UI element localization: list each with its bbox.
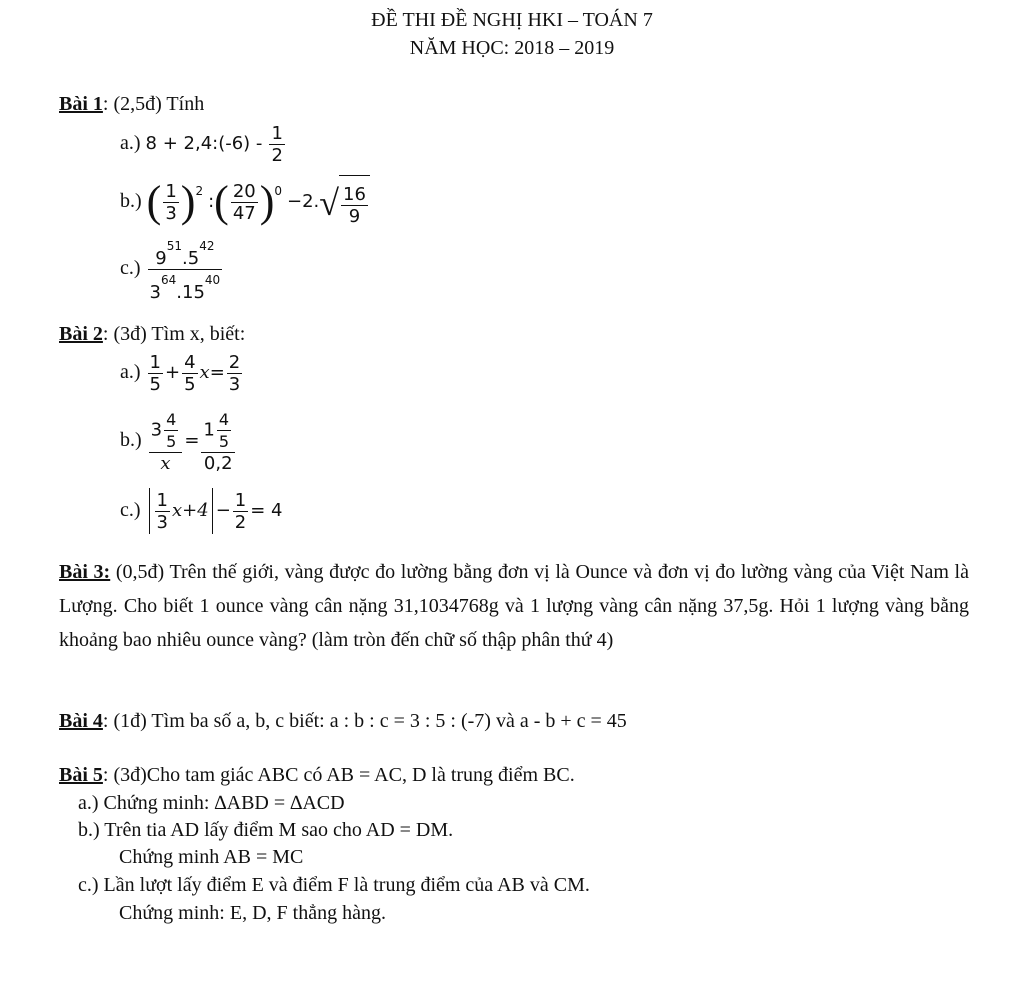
right-paren: ) bbox=[180, 177, 196, 227]
bai3-text: (0,5đ) Trên thế giới, vàng được đo lường bằng đơn vị là Ounce và đơn vị đo lường vàng của Việt Nam là Lượng. Cho biết 1 ounce vàng cân nặng 31,1034768g và 1 lượng vàng cân nặng 37,5g. Hỏi 1 lượng vàng bằng khoảng bao nhiêu ounce vàng? (làm tròn đến chữ số thập phân thứ 4) bbox=[59, 561, 969, 651]
base: 3 bbox=[149, 282, 161, 303]
mixed-whole: 3 bbox=[150, 419, 163, 441]
bai2-b bbox=[120, 404, 237, 476]
fraction-denominator: 3 bbox=[165, 202, 177, 224]
bai5-c2: Chứng minh: E, D, F thẳng hàng. bbox=[119, 902, 386, 924]
fraction-denominator: 3 bbox=[156, 511, 168, 533]
bai1-heading bbox=[59, 92, 204, 116]
bai5-b1: b.) Trên tia AD lấy điểm M sao cho AD = DM. bbox=[78, 819, 454, 841]
bai1-a-expr: 8 + 2,4:(-6) - bbox=[145, 133, 263, 154]
variable-x: x bbox=[199, 362, 210, 383]
fraction-numerator: 1 bbox=[234, 489, 247, 511]
fraction-numerator: 4 bbox=[166, 409, 177, 429]
bai5-c1: c.) Lần lượt lấy điểm E và điểm F là trung điểm của AB và CM. bbox=[78, 874, 590, 896]
bai2-c-label: c.) bbox=[120, 499, 141, 521]
mixed-whole: 1 bbox=[203, 419, 215, 441]
fraction-denominator: 5 bbox=[149, 373, 161, 395]
bai1-b-frac1 bbox=[163, 181, 178, 224]
fraction-numerator: 16 bbox=[343, 183, 366, 205]
minus-sign: − bbox=[215, 500, 231, 521]
bai2-c-frac1 bbox=[155, 490, 170, 533]
bai2-c bbox=[120, 484, 283, 536]
fraction-numerator bbox=[149, 409, 183, 453]
bai5-heading-text: : (3đ)Cho tam giác ABC có AB = AC, D là trung điểm BC. bbox=[102, 764, 575, 786]
fraction-denominator: 5 bbox=[218, 431, 230, 451]
exponent: 64 bbox=[161, 273, 177, 287]
bai2-a-label: a.) bbox=[120, 361, 141, 383]
fraction-denominator bbox=[148, 270, 223, 303]
fraction-numerator: 4 bbox=[184, 351, 196, 373]
mixed-fraction bbox=[217, 409, 231, 452]
bai2-a-frac2 bbox=[182, 352, 197, 395]
right-paren: ) bbox=[259, 177, 275, 227]
abs-bar-right bbox=[212, 488, 213, 534]
base: 9 bbox=[155, 248, 167, 269]
equals-sign: = bbox=[184, 430, 200, 451]
bai3-label: Bài 3: bbox=[59, 561, 111, 583]
bai1-c bbox=[120, 236, 224, 303]
mixed-fraction bbox=[164, 409, 178, 452]
fraction-numerator: 1 bbox=[165, 180, 177, 202]
bai2-a bbox=[120, 348, 244, 396]
bai1-a-label: a.) bbox=[120, 132, 141, 154]
bai2-heading bbox=[59, 322, 245, 346]
fraction-denominator: 5 bbox=[166, 431, 177, 451]
fraction-denominator: 0,2 bbox=[203, 452, 233, 474]
bai1-label: Bài 1 bbox=[59, 93, 103, 115]
exponent: 0 bbox=[274, 184, 283, 198]
bai1-a-fraction bbox=[269, 123, 284, 166]
fraction-numerator: 20 bbox=[232, 180, 256, 202]
left-paren: ( bbox=[214, 177, 229, 227]
bai5-a: a.) Chứng minh: ∆ABD = ∆ACD bbox=[78, 792, 345, 814]
bai2-b-label: b.) bbox=[120, 429, 142, 451]
bai2-b-left-fraction bbox=[149, 409, 183, 474]
bai5-b2: Chứng minh AB = MC bbox=[119, 846, 304, 868]
exponent: 2 bbox=[195, 184, 204, 198]
bai2-b-right-fraction bbox=[201, 409, 235, 474]
page-title: ĐỀ THI ĐỀ NGHỊ HKI – TOÁN 7 bbox=[371, 9, 653, 31]
fraction-numerator bbox=[148, 236, 223, 270]
bai1-b-label: b.) bbox=[120, 190, 142, 212]
bai1-heading-text: : (2,5đ) Tính bbox=[102, 93, 205, 115]
bai1-c-label: c.) bbox=[120, 257, 141, 280]
bai2-c-frac2 bbox=[233, 490, 248, 533]
bai4-line bbox=[59, 709, 627, 733]
fraction-denominator: 47 bbox=[232, 202, 256, 224]
sqrt-fraction bbox=[341, 184, 368, 227]
fraction-denominator: 9 bbox=[348, 205, 361, 227]
page-subtitle: NĂM HỌC: 2018 – 2019 bbox=[409, 37, 615, 59]
equals-sign: = bbox=[209, 362, 225, 383]
fraction-numerator: 4 bbox=[218, 409, 230, 429]
abs-bar-left bbox=[149, 488, 150, 534]
fraction-numerator: 1 bbox=[149, 351, 161, 373]
fraction-numerator: 1 bbox=[271, 122, 283, 144]
fraction-denominator: 2 bbox=[271, 144, 283, 166]
exponent: 51 bbox=[166, 239, 182, 253]
fraction-numerator: 2 bbox=[228, 351, 241, 373]
fraction-denominator: x bbox=[160, 452, 171, 474]
square-root bbox=[319, 174, 370, 230]
exponent: 42 bbox=[199, 239, 215, 253]
equals-rhs: = 4 bbox=[250, 500, 283, 521]
base: .5 bbox=[182, 248, 200, 269]
bai2-label: Bài 2 bbox=[59, 323, 103, 345]
bai1-b bbox=[120, 174, 370, 228]
colon: : bbox=[208, 191, 215, 212]
bai1-a bbox=[120, 120, 287, 166]
exponent: 40 bbox=[204, 273, 221, 287]
plus-sign: + bbox=[165, 362, 181, 383]
bai5-heading bbox=[59, 763, 575, 787]
fraction-numerator: 1 bbox=[156, 489, 168, 511]
bai4-label: Bài 4 bbox=[59, 710, 103, 732]
bai1-b-mid: −2. bbox=[287, 191, 320, 212]
bai1-b-frac2 bbox=[231, 181, 258, 224]
bai3-paragraph bbox=[59, 555, 969, 657]
fraction-denominator: 3 bbox=[228, 373, 241, 395]
fraction-denominator: 2 bbox=[234, 511, 247, 533]
fraction-numerator bbox=[201, 409, 235, 453]
fraction-denominator: 5 bbox=[184, 373, 196, 395]
bai2-a-frac3 bbox=[227, 352, 242, 395]
bai2-a-frac1 bbox=[148, 352, 163, 395]
left-paren: ( bbox=[146, 177, 162, 227]
bai2-heading-text: : (3đ) Tìm x, biết: bbox=[102, 323, 246, 345]
abs-inner-expr: x+4 bbox=[172, 500, 209, 521]
base: .15 bbox=[176, 282, 205, 303]
sqrt-icon: √ bbox=[319, 182, 340, 223]
bai1-c-fraction bbox=[148, 236, 223, 303]
bai5-label: Bài 5 bbox=[59, 764, 103, 786]
bai4-text: : (1đ) Tìm ba số a, b, c biết: a : b : c = 3 : 5 : (-7) và a - b + c = 45 bbox=[102, 710, 627, 732]
